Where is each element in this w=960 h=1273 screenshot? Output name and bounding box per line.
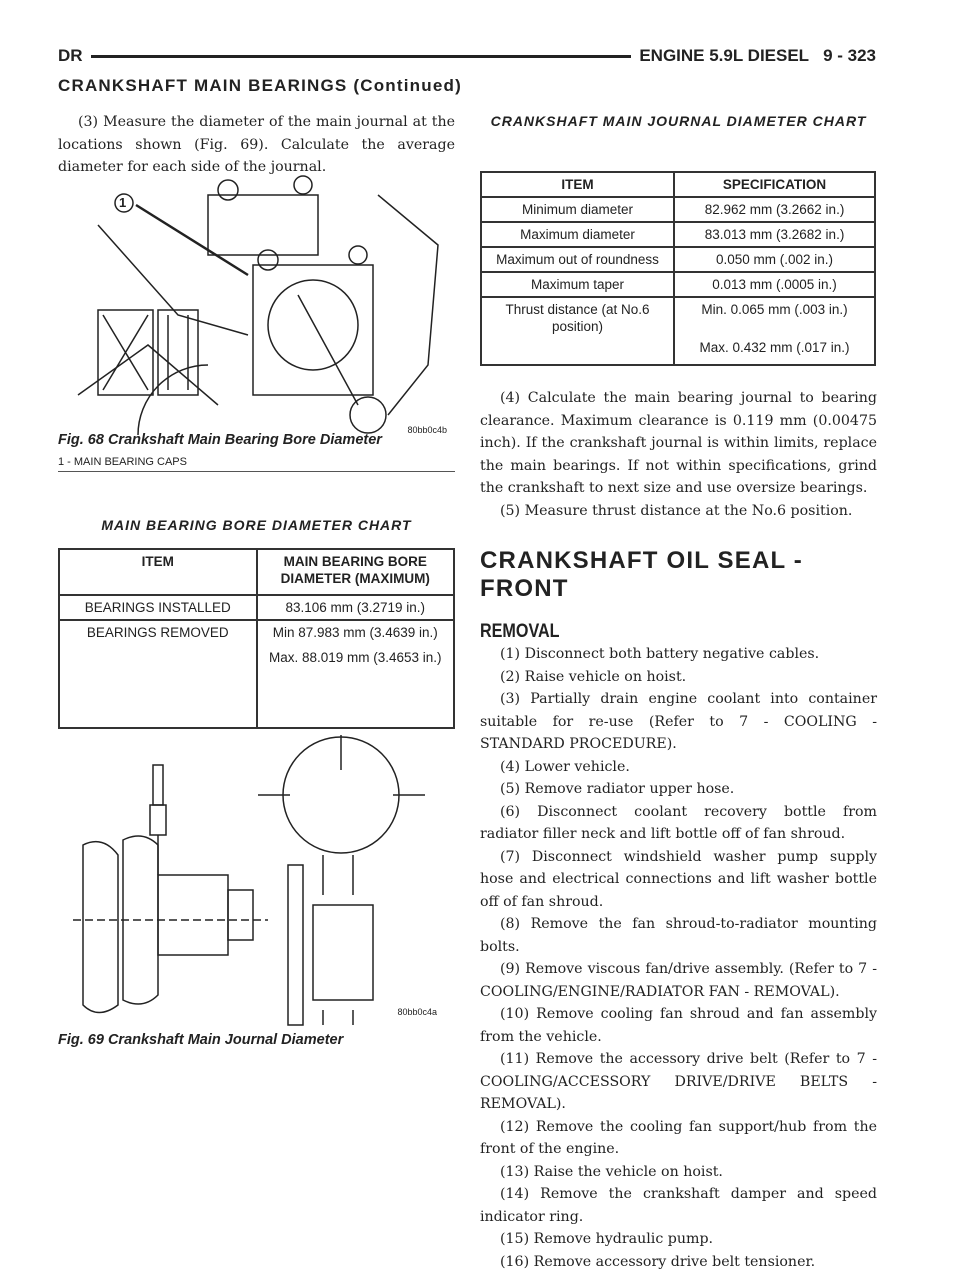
- col-header: ITEM: [59, 549, 257, 595]
- step-3: (3) Measure the diameter of the main journal at the locations shown (Fig. 69). Calculate the average diameter for each side of the journal.: [58, 111, 455, 179]
- removal-step: (13) Raise the vehicle on hoist.: [480, 1161, 877, 1184]
- header-left: DR: [58, 46, 83, 66]
- cell: Minimum diameter: [481, 197, 674, 222]
- cell: Maximum taper: [481, 272, 674, 297]
- removal-step: (6) Disconnect coolant recovery bottle from radiator filler neck and lift bottle off of fan shroud.: [480, 801, 877, 846]
- cell-min: Min 87.983 mm (3.4639 in.): [262, 624, 450, 641]
- table-row: [481, 197, 875, 222]
- right-column-text: [480, 387, 877, 522]
- table-row: [481, 272, 875, 297]
- cell: Maximum out of roundness: [481, 247, 674, 272]
- page-number: 9 - 323: [823, 46, 876, 66]
- cell: 0.013 mm (.0005 in.): [674, 272, 875, 297]
- fig68-code: 80bb0c4b: [407, 425, 447, 435]
- removal-step: (11) Remove the accessory drive belt (Refer to 7 - COOLING/ACCESSORY DRIVE/DRIVE BELTS - REMOVAL).: [480, 1048, 877, 1116]
- fig68-legend: 1 - MAIN BEARING CAPS: [58, 456, 455, 472]
- journal-chart-table: [480, 171, 876, 366]
- removal-step: (8) Remove the fan shroud-to-radiator mounting bolts.: [480, 913, 877, 958]
- step-4: (4) Calculate the main bearing journal to bearing clearance. Maximum clearance is 0.119 mm (0.00475 inch). If the crankshaft journal is within limits, replace the main bearings. If not within specifications, grind the crankshaft to next size and use oversize bearings.: [480, 387, 877, 500]
- col-header: MAIN BEARING BORE DIAMETER (MAXIMUM): [257, 549, 455, 595]
- cell-max: Max. 88.019 mm (3.4653 in.): [262, 649, 450, 666]
- header-rule: [91, 55, 632, 58]
- removal-step: (12) Remove the cooling fan support/hub from the front of the engine.: [480, 1116, 877, 1161]
- journal-chart-title: CRANKSHAFT MAIN JOURNAL DIAMETER CHART: [480, 112, 877, 130]
- cell-min: Min. 0.065 mm (.003 in.): [679, 301, 870, 318]
- cell: 83.106 mm (3.2719 in.): [257, 595, 455, 620]
- fig68-illustration: [58, 165, 455, 435]
- cell: 82.962 mm (3.2662 in.): [674, 197, 875, 222]
- removal-step: (14) Remove the crankshaft damper and speed indicator ring.: [480, 1183, 877, 1228]
- fig69-illustration: [58, 735, 455, 1025]
- removal-step: (3) Partially drain engine coolant into container suitable for re-use (Refer to 7 - COOLING - STANDARD PROCEDURE).: [480, 688, 877, 756]
- removal-step: (5) Remove radiator upper hose.: [480, 778, 877, 801]
- cell: 0.050 mm (.002 in.): [674, 247, 875, 272]
- removal-step: (1) Disconnect both battery negative cables.: [480, 643, 877, 666]
- table-row: [481, 222, 875, 247]
- removal-step: (15) Remove hydraulic pump.: [480, 1228, 877, 1251]
- removal-step: (10) Remove cooling fan shroud and fan assembly from the vehicle.: [480, 1003, 877, 1048]
- step-5: (5) Measure thrust distance at the No.6 position.: [480, 500, 877, 523]
- removal-step: (9) Remove viscous fan/drive assembly. (Refer to 7 - COOLING/ENGINE/RADIATOR FAN - REMOVAL).: [480, 958, 877, 1003]
- removal-step: (4) Lower vehicle.: [480, 756, 877, 779]
- section-title: CRANKSHAFT MAIN BEARINGS (Continued): [58, 76, 462, 96]
- removal-steps: [480, 643, 877, 1273]
- table-row: [59, 595, 454, 620]
- table-row: [481, 297, 875, 365]
- fig69-code: 80bb0c4a: [397, 1007, 437, 1017]
- subheading: REMOVAL: [480, 621, 560, 643]
- fig68-caption: Fig. 68 Crankshaft Main Bearing Bore Diameter: [58, 432, 382, 448]
- cell: [257, 620, 455, 728]
- cell: BEARINGS INSTALLED: [59, 595, 257, 620]
- section-heading: CRANKSHAFT OIL SEAL - FRONT: [480, 547, 810, 603]
- cell: Maximum diameter: [481, 222, 674, 247]
- col-header: ITEM: [481, 172, 674, 197]
- table-row: [59, 620, 454, 728]
- col-header: SPECIFICATION: [674, 172, 875, 197]
- callout-1: 1: [119, 195, 126, 210]
- removal-step: (16) Remove accessory drive belt tensioner.: [480, 1251, 877, 1273]
- bore-chart-table: [58, 548, 455, 729]
- bore-chart-title: MAIN BEARING BORE DIAMETER CHART: [58, 516, 455, 534]
- cell: Thrust distance (at No.6 position): [481, 297, 674, 365]
- removal-step: (7) Disconnect windshield washer pump supply hose and electrical connections and lift washer bottle off of fan shroud.: [480, 846, 877, 914]
- removal-step: (2) Raise vehicle on hoist.: [480, 666, 877, 689]
- cell: 83.013 mm (3.2682 in.): [674, 222, 875, 247]
- page-header: [58, 44, 876, 68]
- table-row: [481, 247, 875, 272]
- cell-max: Max. 0.432 mm (.017 in.): [679, 339, 870, 356]
- cell: [674, 297, 875, 365]
- cell: BEARINGS REMOVED: [59, 620, 257, 728]
- header-right: ENGINE 5.9L DIESEL: [639, 46, 809, 66]
- fig69-caption: Fig. 69 Crankshaft Main Journal Diameter: [58, 1032, 343, 1048]
